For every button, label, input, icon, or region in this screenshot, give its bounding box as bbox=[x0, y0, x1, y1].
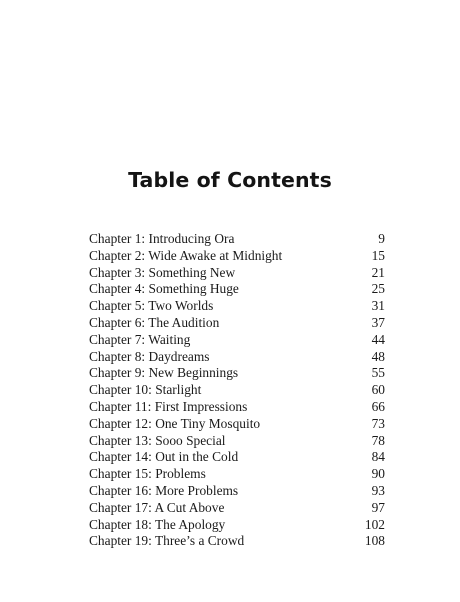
toc-page-number: 102 bbox=[364, 516, 385, 532]
toc-entry bbox=[89, 231, 385, 248]
toc-entry bbox=[89, 298, 385, 315]
toc-chapter-title: Chapter 3: Something New bbox=[89, 264, 236, 280]
toc-entry bbox=[89, 500, 385, 517]
toc-entry bbox=[89, 449, 385, 466]
toc-chapter-title: Chapter 14: Out in the Cold bbox=[89, 449, 239, 465]
toc-entry bbox=[89, 483, 385, 500]
toc-page-number: 21 bbox=[371, 264, 385, 280]
toc-entry bbox=[89, 281, 385, 298]
toc-chapter-title: Chapter 7: Waiting bbox=[89, 331, 191, 347]
toc-chapter-title: Chapter 1: Introducing Ora bbox=[89, 231, 235, 246]
toc-page-number: 25 bbox=[371, 281, 385, 297]
toc-page-number: 55 bbox=[371, 365, 385, 381]
toc-page-number: 108 bbox=[364, 533, 385, 549]
toc-entry bbox=[89, 399, 385, 416]
toc-page-number: 66 bbox=[371, 398, 385, 414]
toc-chapter-title: Chapter 15: Problems bbox=[89, 466, 206, 482]
toc-entry bbox=[89, 517, 385, 534]
toc-chapter-title: Chapter 11: First Impressions bbox=[89, 398, 248, 414]
toc-entry bbox=[89, 248, 385, 265]
toc-chapter-title: Chapter 6: The Audition bbox=[89, 314, 220, 330]
toc-chapter-title: Chapter 17: A Cut Above bbox=[89, 499, 225, 515]
toc-chapter-title: Chapter 5: Two Worlds bbox=[89, 298, 214, 314]
toc-chapter-title: Chapter 2: Wide Awake at Midnight bbox=[89, 247, 283, 263]
toc-page-number: 44 bbox=[371, 331, 385, 347]
toc-entry bbox=[89, 349, 385, 366]
toc-chapter-title: Chapter 4: Something Huge bbox=[89, 281, 239, 297]
toc-page-number: 97 bbox=[371, 499, 385, 515]
toc-entry bbox=[89, 382, 385, 399]
toc-chapter-title: Chapter 18: The Apology bbox=[89, 516, 226, 532]
table-of-contents-list bbox=[89, 231, 385, 550]
toc-entry bbox=[89, 332, 385, 349]
toc-page-number: 60 bbox=[371, 382, 385, 398]
toc-chapter-title: Chapter 8: Daydreams bbox=[89, 348, 210, 364]
toc-page-number: 9 bbox=[378, 231, 385, 246]
toc-page-number: 37 bbox=[371, 314, 385, 330]
toc-page-number: 90 bbox=[371, 466, 385, 482]
toc-entry bbox=[89, 265, 385, 282]
toc-entry bbox=[89, 466, 385, 483]
toc-page-number: 73 bbox=[371, 415, 385, 431]
toc-chapter-title: Chapter 13: Sooo Special bbox=[89, 432, 226, 448]
toc-page-number: 15 bbox=[371, 247, 385, 263]
toc-entry bbox=[89, 416, 385, 433]
toc-chapter-title: Chapter 12: One Tiny Mosquito bbox=[89, 415, 261, 431]
toc-entry bbox=[89, 365, 385, 382]
toc-entry bbox=[89, 533, 385, 550]
toc-page-number: 93 bbox=[371, 482, 385, 498]
page-title: Table of Contents bbox=[128, 168, 332, 192]
toc-chapter-title: Chapter 19: Three’s a Crowd bbox=[89, 533, 245, 549]
toc-page-number: 78 bbox=[371, 432, 385, 448]
toc-entry bbox=[89, 433, 385, 450]
toc-entry bbox=[89, 315, 385, 332]
toc-page-number: 84 bbox=[371, 449, 385, 465]
toc-chapter-title: Chapter 16: More Problems bbox=[89, 482, 239, 498]
toc-page-number: 31 bbox=[371, 298, 385, 314]
toc-page-number: 48 bbox=[371, 348, 385, 364]
toc-chapter-title: Chapter 10: Starlight bbox=[89, 382, 202, 398]
toc-chapter-title: Chapter 9: New Beginnings bbox=[89, 365, 239, 381]
